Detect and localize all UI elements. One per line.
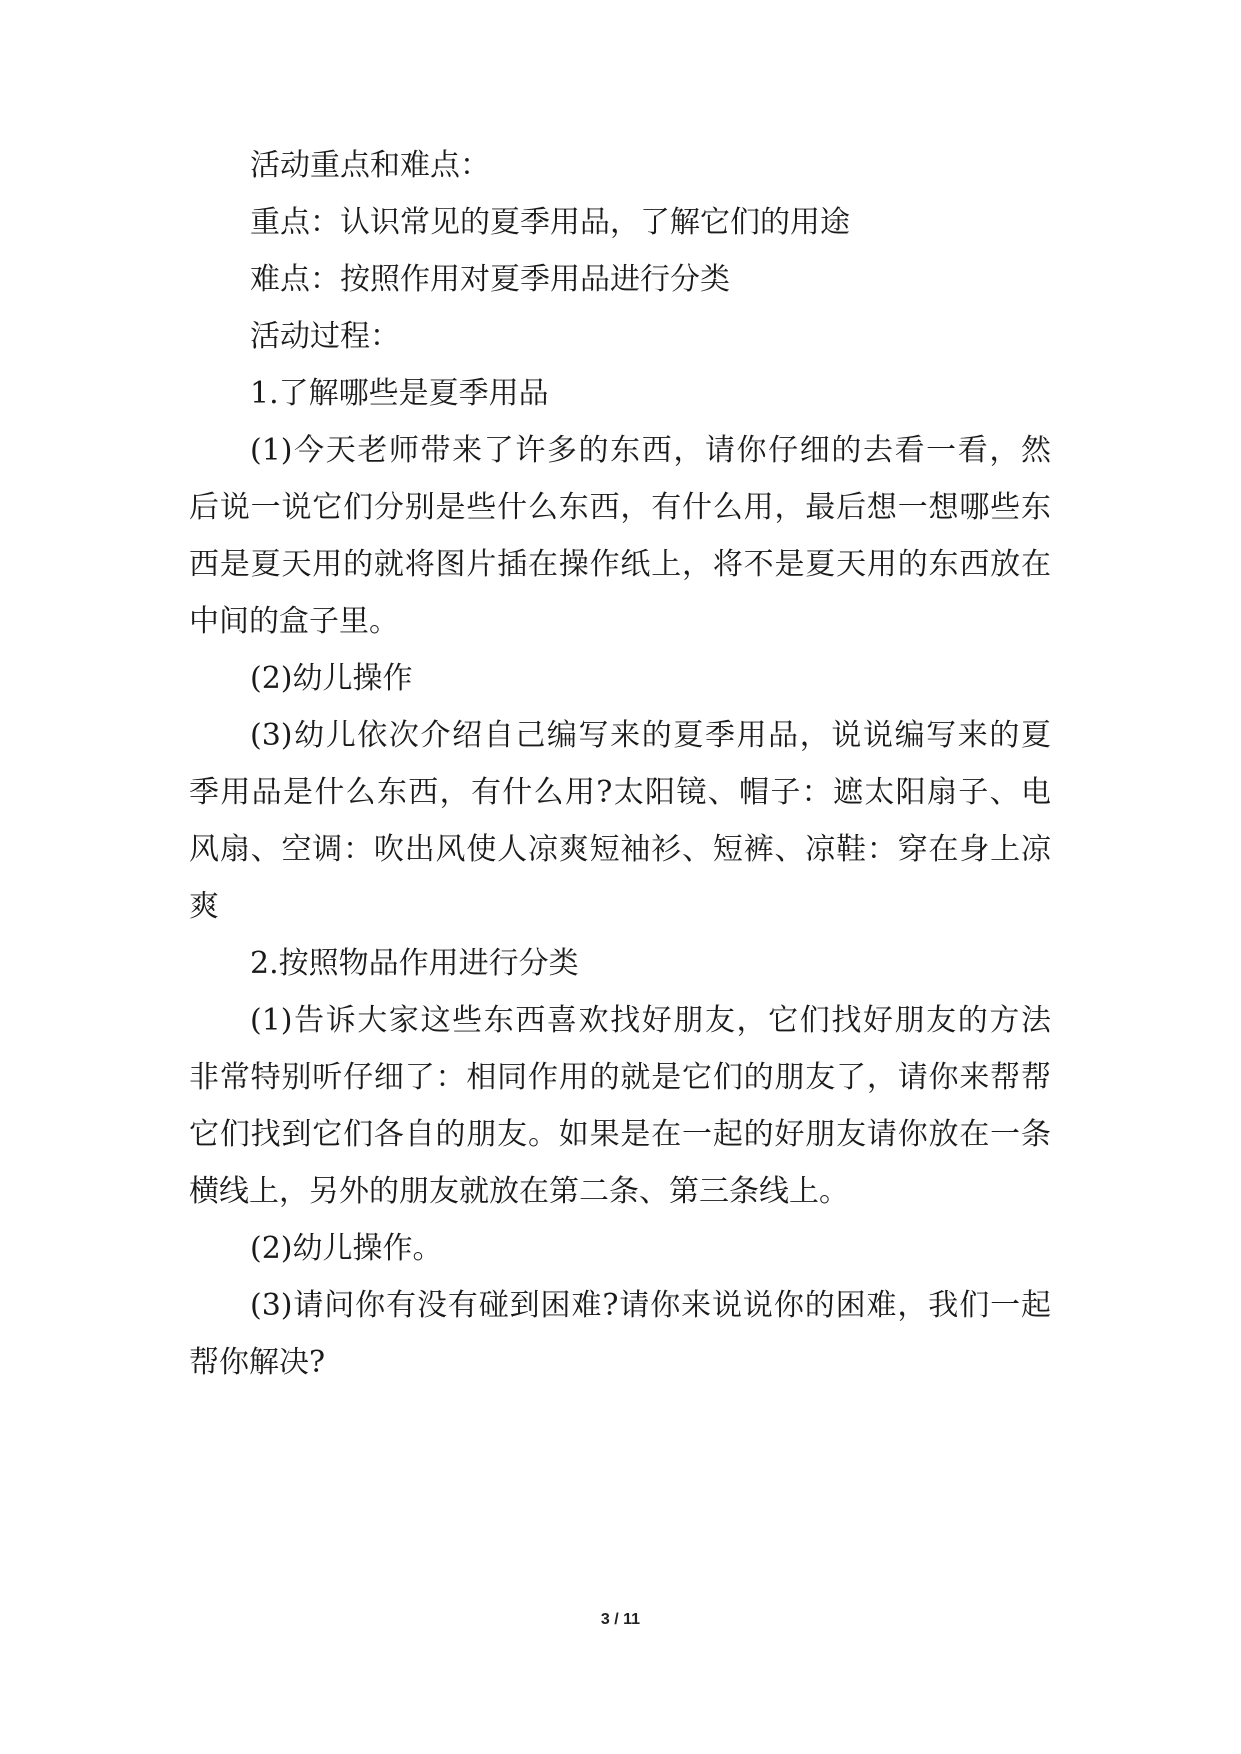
paragraph-line: (2)幼儿操作 (250, 661, 413, 696)
paragraph-line: (3)幼儿依次介绍自己编写来的夏季用品，说说编写来的夏 (250, 718, 1051, 753)
paragraph-line: (1)告诉大家这些东西喜欢找好朋友，它们找好朋友的方法 (250, 1003, 1051, 1038)
paragraph-line: 季用品是什么东西，有什么用?太阳镜、帽子：遮太阳扇子、电 (189, 775, 1051, 810)
paragraph-line: 帮你解决? (189, 1345, 326, 1380)
paragraph-line: 后说一说它们分别是些什么东西，有什么用，最后想一想哪些东 (189, 490, 1051, 525)
page-number: 3 / 11 (600, 1611, 641, 1628)
difficulty-line: 难点：按照作用对夏季用品进行分类 (250, 262, 730, 297)
step-1-heading: 1.了解哪些是夏季用品 (250, 376, 549, 411)
paragraph-line: (1)今天老师带来了许多的东西，请你仔细的去看一看，然 (250, 433, 1051, 468)
step-2-heading: 2.按照物品作用进行分类 (250, 946, 579, 981)
paragraph-line: 它们找到它们各自的朋友。如果是在一起的好朋友请你放在一条 (189, 1117, 1051, 1152)
paragraph-line: (2)幼儿操作。 (250, 1231, 443, 1266)
heading-key-points: 活动重点和难点： (250, 148, 490, 183)
paragraph-line: 风扇、空调：吹出风使人凉爽短袖衫、短裤、凉鞋：穿在身上凉 (189, 832, 1051, 867)
paragraph-line: 非常特别听仔细了：相同作用的就是它们的朋友了，请你来帮帮 (189, 1060, 1051, 1095)
heading-process: 活动过程： (250, 319, 400, 354)
paragraph-line: 中间的盒子里。 (189, 604, 399, 639)
paragraph-line: (3)请问你有没有碰到困难?请你来说说你的困难，我们一起 (250, 1288, 1051, 1323)
paragraph-line: 西是夏天用的就将图片插在操作纸上，将不是夏天用的东西放在 (189, 547, 1051, 582)
key-point-line: 重点：认识常见的夏季用品，了解它们的用途 (250, 205, 850, 240)
paragraph-line: 横线上，另外的朋友就放在第二条、第三条线上。 (189, 1174, 849, 1209)
paragraph-line: 爽 (189, 889, 219, 924)
